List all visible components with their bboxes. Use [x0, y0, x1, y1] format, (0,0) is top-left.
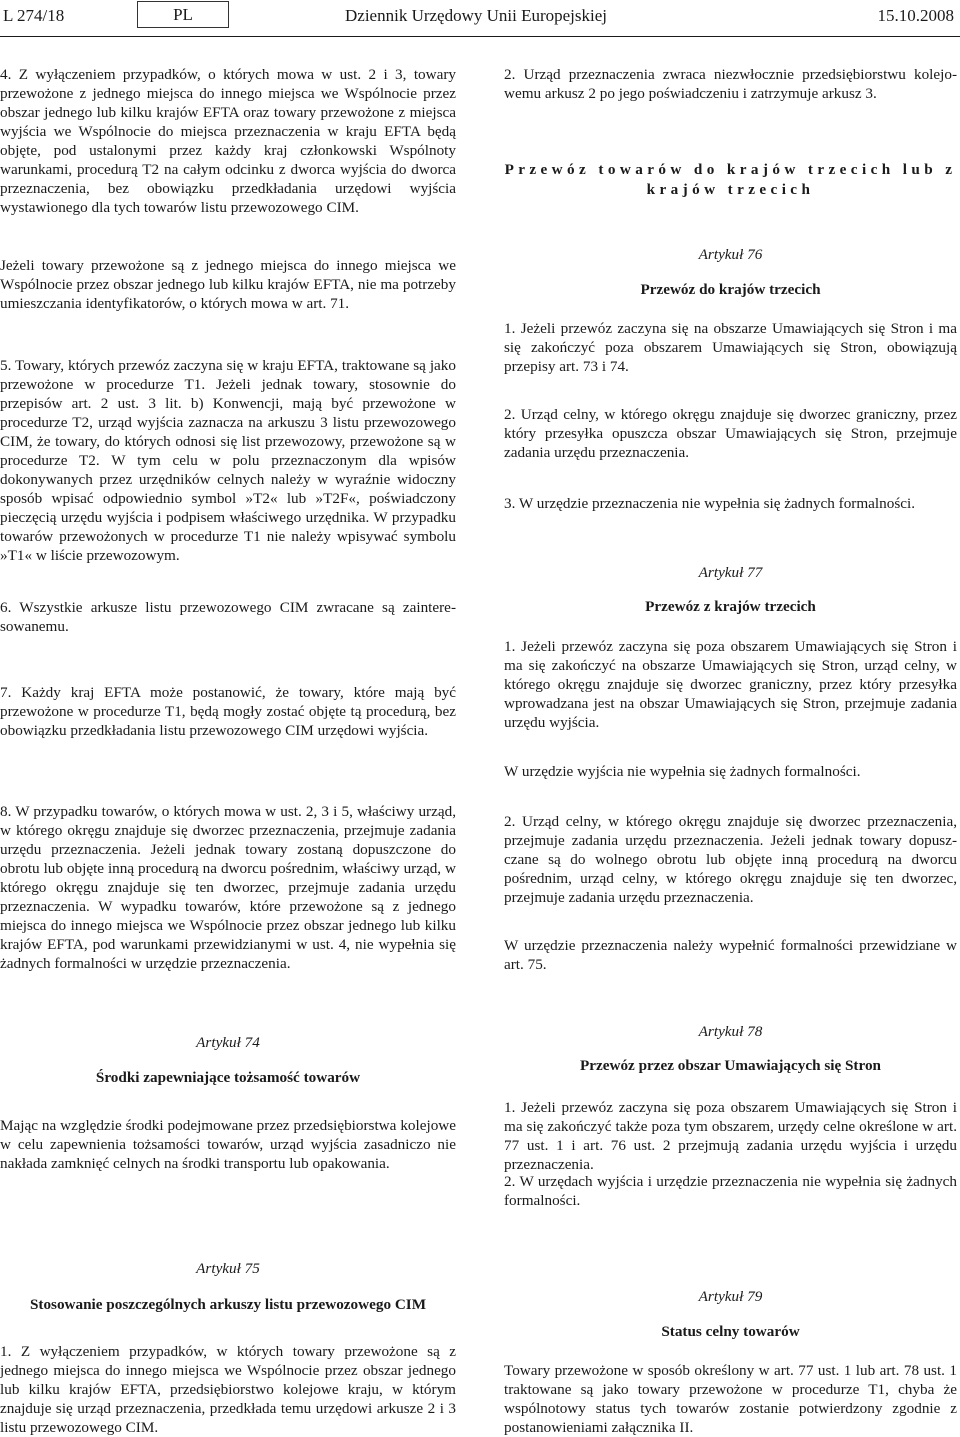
paragraph-4-continued: Jeżeli towary przewożone są z jednego miejsca do innego miejsca we Wspólnocie przez obszar jednego lub kilku krajów EFTA, nie ma potrzeby umieszczania identyfikatorów, o których mowa w art. 71.	[0, 257, 456, 313]
article-77-paragraph-1: 1. Jeżeli przewóz zaczyna się poza obszarem Umawiających się Stron i ma się zakończyć na obszarze Umawiających się Stron, urząd celny, w którego okręgu znajduje się dworzec graniczny, przez który przesyłka wprowadzana jest na obszar Umawiających się Stron, przejmuje zadania urzędu wyjścia.	[504, 638, 957, 732]
article-78-title: Przewóz przez obszar Umawiających się Stron	[580, 1057, 881, 1074]
article-74-paragraph: Mając na względzie środki podejmowane przez przedsiębiorstwa kolejowe w celu zapewnienia tożsamości towarów, urząd wyjścia zasadniczo nie nakłada zamknięć celnych na środki transportu lub opakowania.	[0, 1117, 456, 1173]
article-75-title: Stosowanie poszczególnych arkuszy listu przewozowego CIM	[29, 1296, 427, 1313]
journal-title: Dziennik Urzędowy Unii Europejskiej	[345, 6, 608, 25]
article-77-number: Artykuł 77	[698, 564, 763, 581]
paragraph-4: 4. Z wyłączeniem przypadków, o których mowa w ust. 2 i 3, towary przewożone z jednego miejsca do innego miejsca we Wspólnocie przez obszar jednego lub kilku krajów EFTA oraz towary przewożone z miejsca wyjścia we Wspólnocie do miejsca przeznaczenia w kraju EFTA będą objęte, pod ustalonymi przez każdy kraj członkowski Wspólnoty warunkami, procedurą T2 na całym odcinku z dworca wyjścia do dworca przeznaczenia, bez obowiązku przedkładania urzędowi wyjścia wystawionego dla tych towarów listu przewozowego CIM.	[0, 66, 456, 217]
section-heading	[504, 160, 957, 200]
article-76-paragraph-1: 1. Jeżeli przewóz zaczyna się na obszarze Umawiających się Stron i ma się zakończyć poza obszarem Umawiających się Stron, obowiązują przepisy art. 73 i 74.	[504, 320, 957, 376]
page-header	[0, 0, 960, 30]
page-reference: L 274/18	[3, 6, 65, 25]
article-75-paragraph-1: 1. Z wyłączeniem przypadków, w których towary przewożone są z jednego miejsca do innego miejsca we Wspólnocie przez obszar jednego lub kilku krajów EFTA, przedsiębiorstwo kolejowe kraju, w którym znajduje się urząd przeznaczenia, przedkłada temu urzędowi arkusze 2 i 3 listu przewozowego CIM.	[0, 1343, 456, 1437]
section-heading-line-2: krajów trzecich	[646, 181, 815, 198]
article-77-paragraph-1-note: W urzędzie wyjścia nie wypełnia się żadnych formalności.	[504, 763, 861, 780]
header-rule	[0, 36, 960, 37]
language-code-box: PL	[137, 1, 229, 28]
paragraph-6: 6. Wszystkie arkusze listu przewozowego CIM zwracane są zainteresowanemu.	[0, 599, 456, 636]
article-78-paragraph-1: 1. Jeżeli przewóz zaczyna się poza obszarem Umawiających się Stron i ma się zakończyć także poza tym obszarem, urzędy celne określone w art. 77 ust. 1 i art. 76 ust. 2 przejmują zadania urzędu wyjścia i urzędu przeznaczenia.	[504, 1099, 957, 1174]
section-heading-line-1: Przewóz towarów do krajów trzecich lub z	[504, 161, 957, 178]
article-76-paragraph-3: 3. W urzędzie przeznaczenia nie wypełnia się żadnych formalności.	[504, 495, 915, 512]
paragraph-7: 7. Każdy kraj EFTA może postanowić, że towary, które mają być przewożone w procedurze T1, będą mogły zostać objęte tą procedurą, bez obowiązku przedkładania listu przewozowego CIM urzędowi wyjścia.	[0, 684, 456, 740]
article-74-number: Artykuł 74	[196, 1034, 260, 1051]
article-76-paragraph-2: 2. Urząd celny, w którego okręgu znajduje się dworzec graniczny, przez który przesyłka opuszcza obszar Umawiających się Stron, przejmuje zadania urzędu przeznaczenia.	[504, 406, 957, 462]
article-78-paragraph-2: 2. W urzędach wyjścia i urzędzie przeznaczenia nie wypełnia się żadnych formalności.	[504, 1173, 957, 1210]
article-79-paragraph: Towary przewożone w sposób określony w art. 77 ust. 1 lub art. 78 ust. 1 traktowane są jako towary przewożone w procedurze T1, chyba że wspólnotowy status tych towarów zostanie potwierdzony zgodnie z postanowieniami załącznika II.	[504, 1362, 957, 1437]
article-77-paragraph-2-note: W urzędzie przeznaczenia należy wypełnić formalności przewidziane w art. 75.	[504, 937, 957, 974]
paragraph-8: 8. W przypadku towarów, o których mowa w ust. 2, 3 i 5, właściwy urząd, w którego okręgu znajduje się dworzec przeznaczenia, przejmuje zadania urzędu przeznaczenia. Jeżeli jednak towary zostaną dopuszczone do obrotu lub objęte inną procedurą na dworcu pośrednim, właściwy urząd, w którego okręgu znajduje się ten dworzec, przejmuje zadania urzędu przeznaczenia. W wypadku towarów, które przewożone są z jednego miejsca do innego miejsca we Wspólnocie przez obszar jednego lub kilku krajów EFTA, pod warunkami przewidzianymi w ust. 4, nie wypełnia się żadnych formalności w urzędzie przeznaczenia.	[0, 803, 456, 973]
article-79-number: Artykuł 79	[698, 1288, 763, 1305]
article-77-title: Przewóz z krajów trzecich	[645, 598, 816, 615]
article-79-title: Status celny towarów	[661, 1323, 800, 1340]
article-75-number: Artykuł 75	[196, 1260, 260, 1277]
article-78-number: Artykuł 78	[698, 1023, 763, 1040]
paragraph-5: 5. Towary, których przewóz zaczyna się w kraju EFTA, traktowane są jako przewożone w procedurze T1. Jeżeli jednak towary, stosownie do przepisów art. 2 ust. 3 lit. b) Konwencji, mają być przewożone w procedurze T2, urząd wyjścia zaznacza na arkuszu 3 listu przewozowego CIM, że towary, do których odnosi się list przewozowy, przewożone są w procedurze T2. W tym celu w polu przeznaczonym dla wpisów dokonywanych przez urzędników celnych należy w wyraźnie widoczny sposób wpisać odpowiednio symbol »T2« lub »T2F«, poświadczony pieczęcią urzędu wyjścia i podpisem właściwego urzędnika. W przypadku towarów przewożonych w procedurze T1 nie należy wpisywać symbolu »T1« w liście przewozowym.	[0, 357, 456, 565]
article-76-title: Przewóz do krajów trzecich	[640, 281, 821, 298]
paragraph-2: 2. Urząd przeznaczenia zwraca niezwłocznie przedsiębiorstwu kolejowemu arkusz 2 po jego poświadczeniu i zatrzymuje arkusz 3.	[504, 66, 957, 103]
publication-date: 15.10.2008	[877, 6, 954, 25]
article-77-paragraph-2: 2. Urząd celny, w którego okręgu znajduje się dworzec przeznaczenia, przejmuje zadania urzędu przeznaczenia. Jeżeli jednak towary dopuszczane są do wolnego obrotu lub objęte inną procedurą na dworcu pośrednim, urząd celny, w którego okręgu znajduje się ten dworzec, przejmuje zadania urzędu przeznaczenia.	[504, 813, 957, 907]
article-76-number: Artykuł 76	[698, 246, 763, 263]
article-74-title: Środki zapewniające tożsamość towarów	[95, 1069, 361, 1086]
